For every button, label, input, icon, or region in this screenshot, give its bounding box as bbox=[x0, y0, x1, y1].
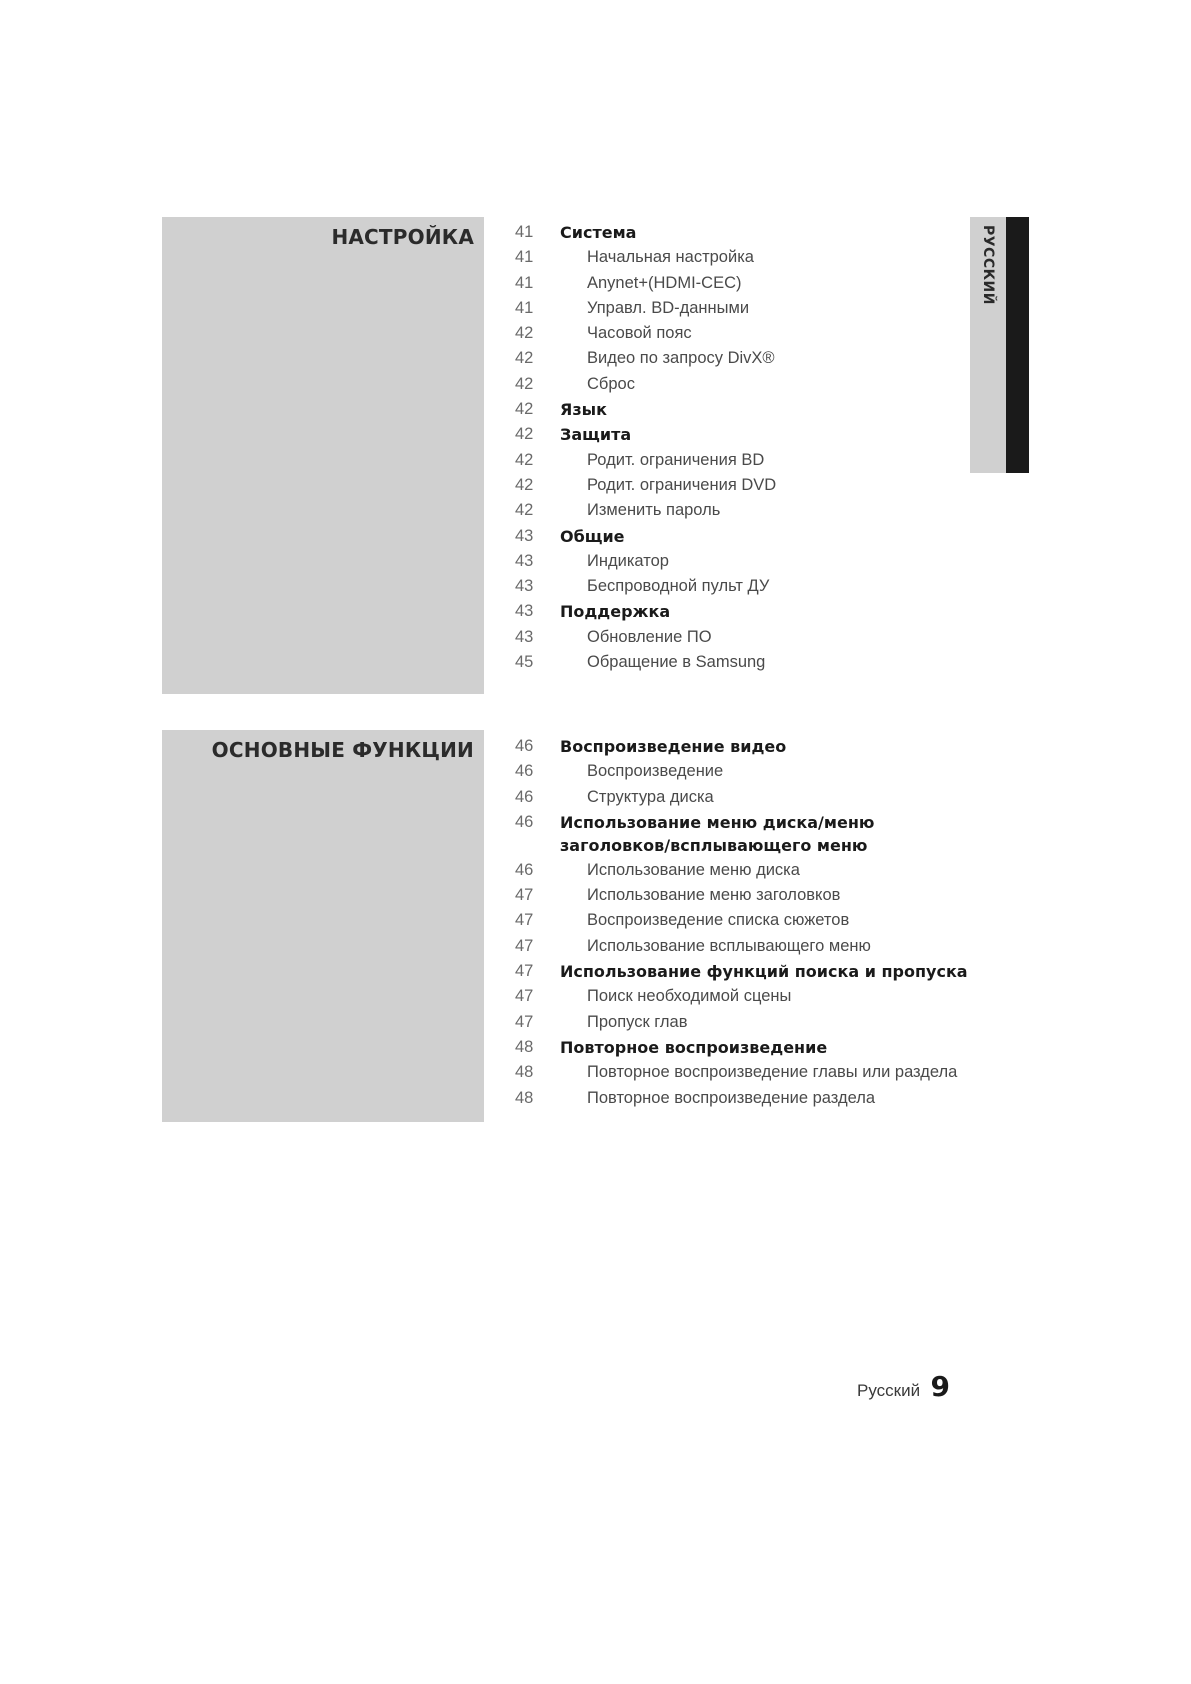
toc-page-number: 41 bbox=[515, 223, 534, 241]
toc-page-number: 41 bbox=[515, 248, 534, 267]
toc-page-number: 43 bbox=[515, 526, 534, 545]
toc-heading: Защита bbox=[560, 425, 632, 445]
toc-heading: Поддержка bbox=[560, 602, 671, 622]
toc-page-number: 43 bbox=[515, 577, 534, 596]
toc-page-number: 43 bbox=[515, 602, 534, 621]
toc-page-number: 47 bbox=[515, 936, 534, 955]
toc-subheading: Часовой пояс bbox=[587, 324, 692, 343]
toc-page-number: 42 bbox=[515, 349, 534, 368]
section-title: НАСТРОЙКА bbox=[331, 225, 474, 249]
toc-heading: Использование меню диска/меню заголовков/всплывающего меню bbox=[560, 812, 875, 855]
toc-subheading: Пропуск глав bbox=[587, 1012, 688, 1031]
toc-subheading: Поиск необходимой сцены bbox=[587, 987, 792, 1006]
toc-page-number: 42 bbox=[515, 324, 534, 343]
toc-subheading: Воспроизведение bbox=[587, 762, 724, 781]
footer-language: Русский bbox=[857, 1381, 921, 1400]
toc-page-number: 45 bbox=[515, 653, 534, 672]
toc-subheading: Сброс bbox=[587, 374, 635, 393]
toc-subheading: Использование всплывающего меню bbox=[587, 936, 871, 955]
toc-heading: Воспроизведение видео bbox=[560, 737, 787, 756]
toc-page-number: 46 bbox=[515, 787, 534, 806]
toc-subheading: Изменить пароль bbox=[587, 501, 721, 520]
toc-page-number: 42 bbox=[515, 425, 534, 444]
toc-subheading: Использование меню заголовков bbox=[587, 886, 841, 905]
page-number: 9 bbox=[930, 1370, 951, 1403]
toc-page-number: 47 bbox=[515, 1012, 534, 1031]
toc-page-number: 47 bbox=[515, 987, 534, 1006]
toc-page-number: 43 bbox=[515, 627, 534, 646]
toc-page-number: 42 bbox=[515, 475, 534, 494]
toc-page-number: 43 bbox=[515, 551, 534, 570]
toc-subheading: Воспроизведение списка сюжетов bbox=[587, 911, 850, 930]
toc-heading: Использование функций поиска и пропуска bbox=[560, 962, 968, 982]
language-side-tab bbox=[970, 217, 1029, 473]
toc-page-number: 42 bbox=[515, 501, 534, 520]
toc-subheading: Управл. BD-данными bbox=[587, 298, 750, 317]
toc-subheading: Видео по запросу DivX® bbox=[587, 349, 775, 368]
page-footer bbox=[857, 1370, 950, 1403]
toc-page-number: 47 bbox=[515, 911, 534, 930]
toc-subheading: Структура диска bbox=[587, 787, 714, 806]
toc-subheading: Родит. ограничения BD bbox=[587, 450, 765, 469]
toc-heading: Система bbox=[560, 223, 637, 242]
toc-page-number: 48 bbox=[515, 1088, 534, 1107]
toc-subheading: Родит. ограничения DVD bbox=[587, 475, 777, 494]
toc-page-number: 41 bbox=[515, 298, 534, 317]
toc-page-number: 48 bbox=[515, 1063, 534, 1082]
toc-subheading: Индикатор bbox=[587, 551, 669, 570]
toc-page-number: 47 bbox=[515, 886, 534, 905]
toc-subheading: Использование меню диска bbox=[587, 860, 800, 879]
toc-page-number: 46 bbox=[515, 812, 534, 831]
toc-page-number: 42 bbox=[515, 400, 534, 419]
toc-subheading: Обращение в Samsung bbox=[587, 653, 766, 672]
toc-subheading: Повторное воспроизведение главы или раздела bbox=[587, 1063, 958, 1082]
toc-page-number: 46 bbox=[515, 737, 534, 755]
section-label-block-settings bbox=[162, 217, 484, 694]
toc-page-number: 41 bbox=[515, 273, 534, 292]
toc-page-number: 42 bbox=[515, 450, 534, 469]
toc-heading: Повторное воспроизведение bbox=[560, 1037, 828, 1057]
toc-page-number: 48 bbox=[515, 1037, 534, 1056]
language-tab-label: РУССКИЙ bbox=[980, 225, 996, 305]
toc-heading: Язык bbox=[560, 400, 607, 420]
toc-subheading: Повторное воспроизведение раздела bbox=[587, 1088, 876, 1107]
section-title: ОСНОВНЫЕ ФУНКЦИИ bbox=[211, 738, 474, 762]
toc-page-number: 46 bbox=[515, 860, 534, 879]
language-tab-marker bbox=[1006, 217, 1029, 473]
toc-page-number: 46 bbox=[515, 762, 534, 781]
toc-subheading: Обновление ПО bbox=[587, 627, 712, 646]
toc-subheading: Anynet+(HDMI-CEC) bbox=[587, 273, 742, 292]
toc-subheading: Беспроводной пульт ДУ bbox=[587, 577, 770, 596]
toc-page-number: 47 bbox=[515, 962, 534, 981]
toc-page-number: 42 bbox=[515, 374, 534, 393]
section-label-block-basic-functions bbox=[162, 730, 484, 1122]
toc-heading: Общие bbox=[560, 526, 625, 546]
toc-subheading: Начальная настройка bbox=[587, 248, 754, 267]
